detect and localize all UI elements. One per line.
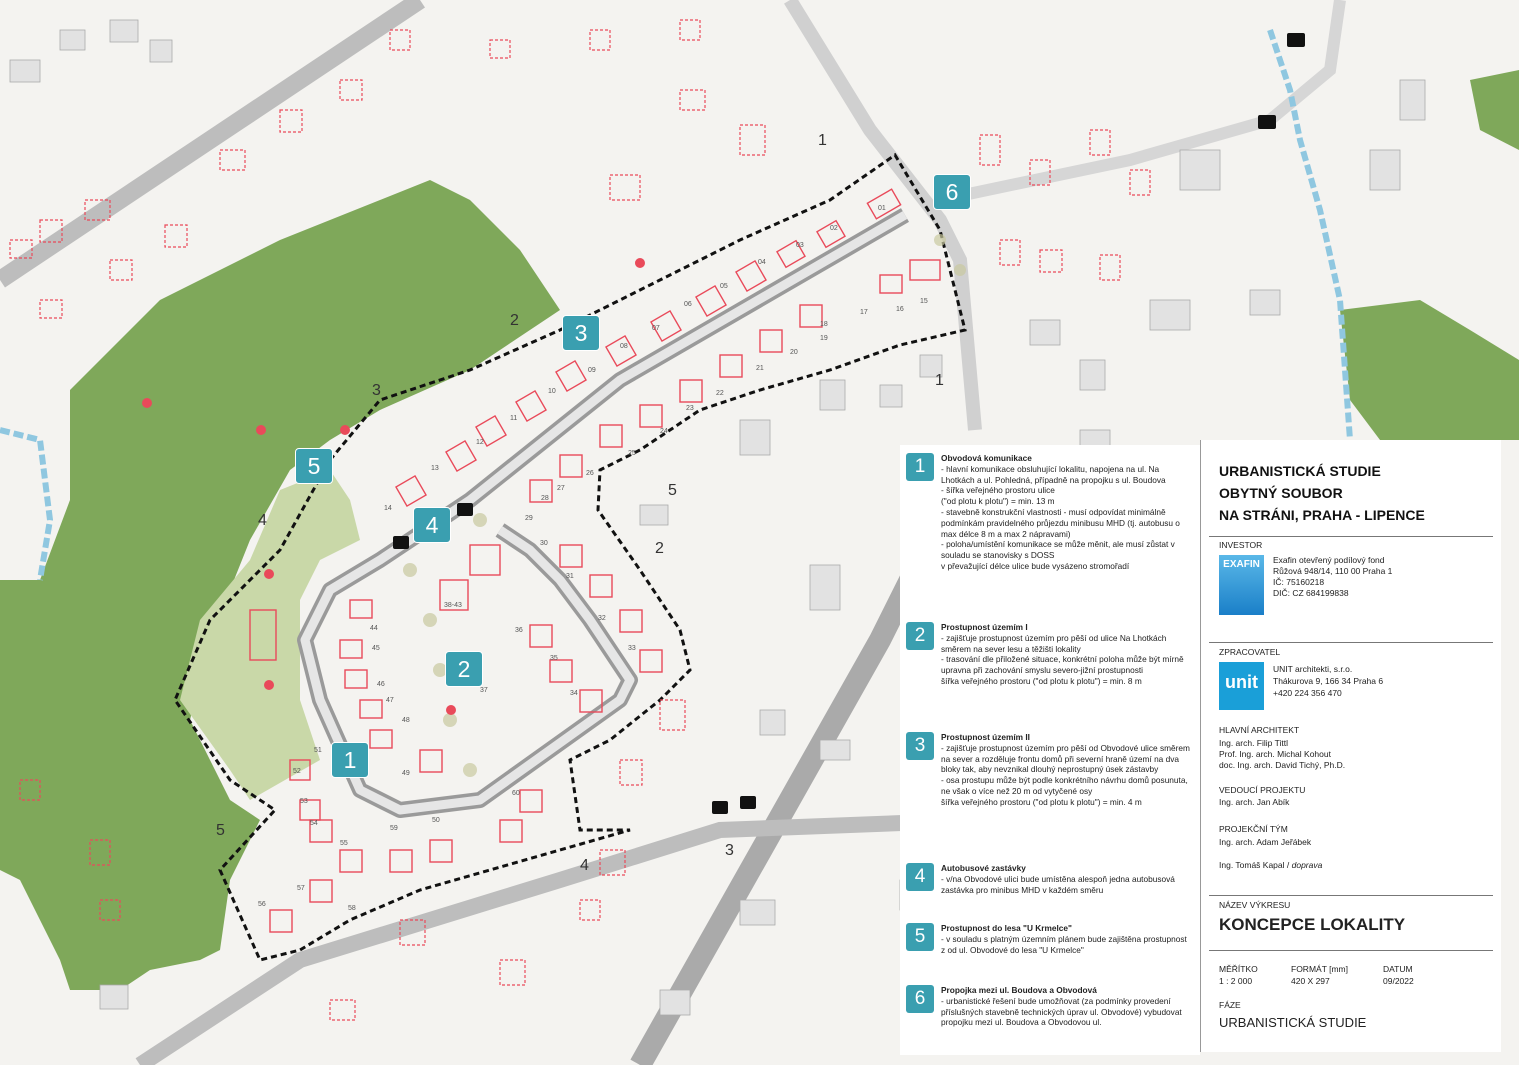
legend-text: - urbanistické řešení bude umožňovat (za podmínky provedení příslušných stavebně technických úprav ul. Obvodové) vybudovat propojku mezi ul. Boudova a Obvodovou ul. (941, 995, 1182, 1028)
plot-number: 53 (300, 798, 308, 805)
plot-number: 47 (386, 697, 394, 704)
legend-text: - hlavní komunikace obsluhující lokalitu, napojena na ul. Na Lhotkách a ul. Pohledná, případně na propojku s ul. Boudova - šířka veřejného prostoru ulice ("od plotu k plotu") = min. 13 m - stavebně konstrukční vlastnosti - musí odpovídat minimálně podmínkám pravidelného průjezdu minibusu MHD (tj. autobusu o max délce 8 m a max 2 nápravami) - poloha/umístění komunikace se může měnit, ale musí zůstat v souladu se stanovisky s DOSS v převažující délce ulice bude vysázeno stromořadí (941, 463, 1180, 571)
legend-number: 2 (906, 622, 934, 650)
plot-number: 26 (586, 470, 594, 477)
plot-number: 59 (390, 825, 398, 832)
legend-title: Prostupnost územím I (941, 622, 1028, 632)
plot-number: 29 (525, 515, 533, 522)
plot-number: 09 (588, 367, 596, 374)
plot-number: 45 (372, 645, 380, 652)
svg-text:3: 3 (725, 842, 734, 859)
plot-number: 51 (314, 747, 322, 754)
plot-number: 23 (686, 405, 694, 412)
plot-number: 11 (510, 415, 518, 422)
svg-text:1: 1 (818, 132, 827, 149)
plot-number: 17 (860, 309, 868, 316)
legend-text: - zajišťuje prostupnost územím pro pěší od Obvodové ulice směrem na sever a rozděluje frontu domů při severní hraně území na dva bloky tak, aby nevznikal dlouhý neprostupný úsek zástavby - osa prostupu může být podle konkrétního návrhu domů posunuta, ne však o více než 20 m od vytyčené osy šířka veřejného prostoru ("od plotu k plotu") = min. 4 m (941, 742, 1190, 807)
plot-number: 33 (628, 645, 636, 652)
plot-number: 04 (758, 259, 766, 266)
project-lead-label: VEDOUCÍ PROJEKTU (1219, 785, 1306, 795)
plot-number: 46 (377, 681, 385, 688)
plot-number: 20 (790, 349, 798, 356)
plot-number: 21 (756, 365, 764, 372)
svg-text:5: 5 (668, 482, 677, 499)
investor-line: Exafin otevřený podílový fond (1273, 555, 1385, 565)
plot-number: 48 (402, 717, 410, 724)
plot-number: 16 (896, 306, 904, 313)
legend-title: Prostupnost do lesa "U Krmelce" (941, 923, 1072, 933)
map-marker-1[interactable]: 1 (331, 742, 369, 778)
legend-text: - zajišťuje prostupnost územím pro pěší od ulice Na Lhotkách směrem na sever lesu a těžišti lokality - trasování dle přiložené situace, konkrétní poloha může být mírně upravna při zachování smyslu severo-jižní prostupnosti šířka veřejného prostoru ("od plotu k plotu") = min. 8 m (941, 632, 1184, 686)
processor-line: Thákurova 9, 166 34 Praha 6 (1273, 676, 1384, 686)
plot-number: 55 (340, 840, 348, 847)
investor-line: IČ: 75160218 (1273, 577, 1325, 587)
plot-number: 28 (541, 495, 549, 502)
plot-number: 10 (548, 388, 556, 395)
legend-panel (900, 445, 1200, 1055)
legend-number: 6 (906, 985, 934, 1013)
chief-architect-line: doc. Ing. arch. David Tichý, Ph.D. (1219, 760, 1346, 770)
svg-text:1: 1 (935, 372, 944, 389)
plot-number: 31 (566, 573, 574, 580)
chief-architect-label: HLAVNÍ ARCHITEKT (1219, 725, 1300, 735)
plot-number: 35 (550, 655, 558, 662)
plot-number: 01 (878, 205, 886, 212)
chief-architect-line: Prof. Ing. arch. Michal Kohout (1219, 749, 1331, 759)
map-marker-4[interactable]: 4 (413, 507, 451, 543)
legend-number: 5 (906, 923, 934, 951)
drawing-name-label: NÁZEV VÝKRESU (1219, 900, 1291, 910)
plot-number: 56 (258, 901, 266, 908)
team-line: Ing. arch. Adam Jeřábek (1219, 837, 1312, 847)
investor-logo: EXAFIN (1219, 555, 1264, 615)
date-value: 09/2022 (1383, 976, 1414, 986)
legend-title: Prostupnost územím II (941, 732, 1030, 742)
plot-number: 02 (830, 225, 838, 232)
plot-number: 50 (432, 817, 440, 824)
project-title-line-1: URBANISTICKÁ STUDIE (1219, 463, 1381, 479)
plot-number: 14 (384, 505, 392, 512)
plot-number: 57 (297, 885, 305, 892)
project-lead-line: Ing. arch. Jan Abík (1219, 797, 1290, 807)
processor-line: +420 224 356 470 (1273, 688, 1342, 698)
plot-number: 06 (684, 301, 692, 308)
title-block (1200, 440, 1501, 1052)
legend-title: Autobusové zastávky (941, 863, 1026, 873)
legend-title: Obvodová komunikace (941, 453, 1032, 463)
plot-number: 27 (557, 485, 565, 492)
plot-number: 13 (431, 465, 439, 472)
scale-label: MĚŘÍTKO (1219, 964, 1258, 974)
plot-number: 36 (515, 627, 523, 634)
plot-number: 49 (402, 770, 410, 777)
plot-number: 44 (370, 625, 378, 632)
team-label: PROJEKČNÍ TÝM (1219, 824, 1288, 834)
svg-text:2: 2 (510, 312, 519, 329)
plot-number: 32 (598, 615, 606, 622)
plot-number: 15 (920, 298, 928, 305)
investor-label: INVESTOR (1219, 540, 1263, 550)
plot-number: 60 (512, 790, 520, 797)
plot-number: 03 (796, 242, 804, 249)
plot-number: 52 (293, 768, 301, 775)
map-marker-6[interactable]: 6 (933, 174, 971, 210)
format-label: FORMÁT [mm] (1291, 964, 1348, 974)
map-marker-2[interactable]: 2 (445, 651, 483, 687)
chief-architect-line: Ing. arch. Filip Tittl (1219, 738, 1288, 748)
plot-number: 05 (720, 283, 728, 290)
plot-number: 34 (570, 690, 578, 697)
processor-logo: unit (1219, 662, 1264, 710)
format-value: 420 X 297 (1291, 976, 1330, 986)
plot-number: 08 (620, 343, 628, 350)
project-title-line-2: OBYTNÝ SOUBOR (1219, 485, 1343, 501)
plot-number: 54 (310, 820, 318, 827)
svg-text:3: 3 (372, 382, 381, 399)
map-marker-5[interactable]: 5 (295, 448, 333, 484)
plot-number: 25 (628, 450, 636, 457)
plot-number: 19 (820, 335, 828, 342)
investor-line: Růžová 948/14, 110 00 Praha 1 (1273, 566, 1393, 576)
svg-text:4: 4 (580, 857, 589, 874)
legend-number: 3 (906, 732, 934, 760)
phase-value: URBANISTICKÁ STUDIE (1219, 1015, 1367, 1030)
plot-number: 30 (540, 540, 548, 547)
plot-number: 22 (716, 390, 724, 397)
team-extra-line: Ing. Tomáš Kapal / doprava (1219, 860, 1323, 870)
processor-line: UNIT architekti, s.r.o. (1273, 664, 1353, 674)
plot-number: 18 (820, 321, 828, 328)
plot-number: 24 (660, 428, 668, 435)
plot-number: 37 (480, 687, 488, 694)
legend-title: Propojka mezi ul. Boudova a Obvodová (941, 985, 1097, 995)
date-label: DATUM (1383, 964, 1413, 974)
investor-line: DIČ: CZ 684199838 (1273, 588, 1349, 598)
processor-label: ZPRACOVATEL (1219, 647, 1281, 657)
drawing-name: KONCEPCE LOKALITY (1219, 915, 1406, 934)
plot-number: 58 (348, 905, 356, 912)
legend-number: 4 (906, 863, 934, 891)
legend-text: - v/na Obvodové ulici bude umístěna alespoň jedna autobusová zastávka pro minibus MHD v každém směru (941, 873, 1175, 895)
svg-text:2: 2 (655, 540, 664, 557)
project-title-line-3: NA STRÁNI, PRAHA - LIPENCE (1219, 507, 1425, 523)
phase-label: FÁZE (1219, 1000, 1241, 1010)
plot-number: 07 (652, 325, 660, 332)
svg-text:4: 4 (258, 512, 267, 529)
plot-number: 12 (476, 439, 484, 446)
svg-text:5: 5 (216, 822, 225, 839)
plot-number: 38-43 (444, 602, 462, 609)
legend-number: 1 (906, 453, 934, 481)
legend-text: - v souladu s platným územním plánem bude zajištěna prostupnost z od ul. Obvodové do lesa "U Krmelce" (941, 933, 1187, 955)
map-marker-3[interactable]: 3 (562, 315, 600, 351)
scale-value: 1 : 2 000 (1219, 976, 1253, 986)
